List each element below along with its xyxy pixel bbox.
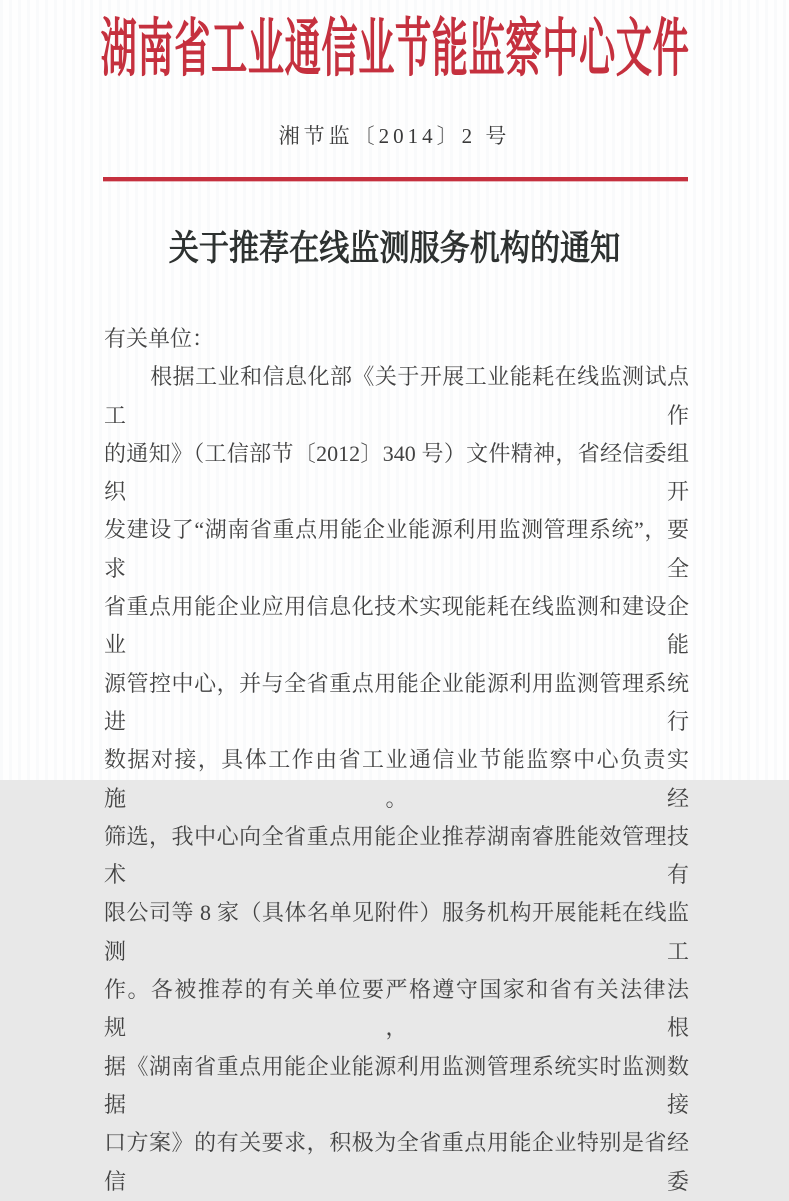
letterhead — [0, 13, 789, 85]
document-title-row — [0, 228, 789, 270]
body-text-line: 源管控中心，并与全省重点用能企业能源利用监测管理系统进行 — [104, 670, 689, 734]
document-body — [104, 320, 689, 1201]
letterhead-org-title: 湖南省工业通信业节能监察中心文件 — [100, 14, 689, 84]
body-text-line: 发建设了“湖南省重点用能企业能源利用监测管理系统”，要求全 — [104, 517, 689, 581]
body-text-line: 据《湖南省重点用能企业能源利用监测管理系统实时监测数据接 — [104, 1053, 689, 1117]
body-text-line: 限公司等 8 家（具体名单见附件）服务机构开展能耗在线监测工 — [104, 900, 689, 964]
document-reference-number: 湘节监〔2014〕2 号 — [278, 124, 511, 148]
body-text-line: 口方案》的有关要求，积极为全省重点用能企业特别是省经信委 — [104, 1130, 689, 1194]
body-text-line: 有关单位： — [104, 326, 215, 351]
red-separator-line — [103, 177, 688, 181]
body-text-line: 筛选，我中心向全省重点用能企业推荐湖南睿胜能效管理技术有 — [104, 823, 689, 888]
body-text-line: 作。各被推荐的有关单位要严格遵守国家和省有关法律法规，根 — [104, 977, 689, 1041]
body-text-line: 根据工业和信息化部《关于开展工业能耗在线监测试点工作 — [104, 364, 689, 428]
body-text-line: 数据对接，具体工作由省工业通信业节能监察中心负责实施。经 — [104, 747, 689, 811]
body-text-line: 的通知》（工信部节〔2012〕340 号）文件精神，省经信委组织开 — [104, 440, 689, 505]
body-text-line: 省重点用能企业应用信息化技术实现能耗在线监测和建设企业能 — [104, 594, 689, 658]
document-title: 关于推荐在线监测服务机构的通知 — [168, 229, 621, 268]
